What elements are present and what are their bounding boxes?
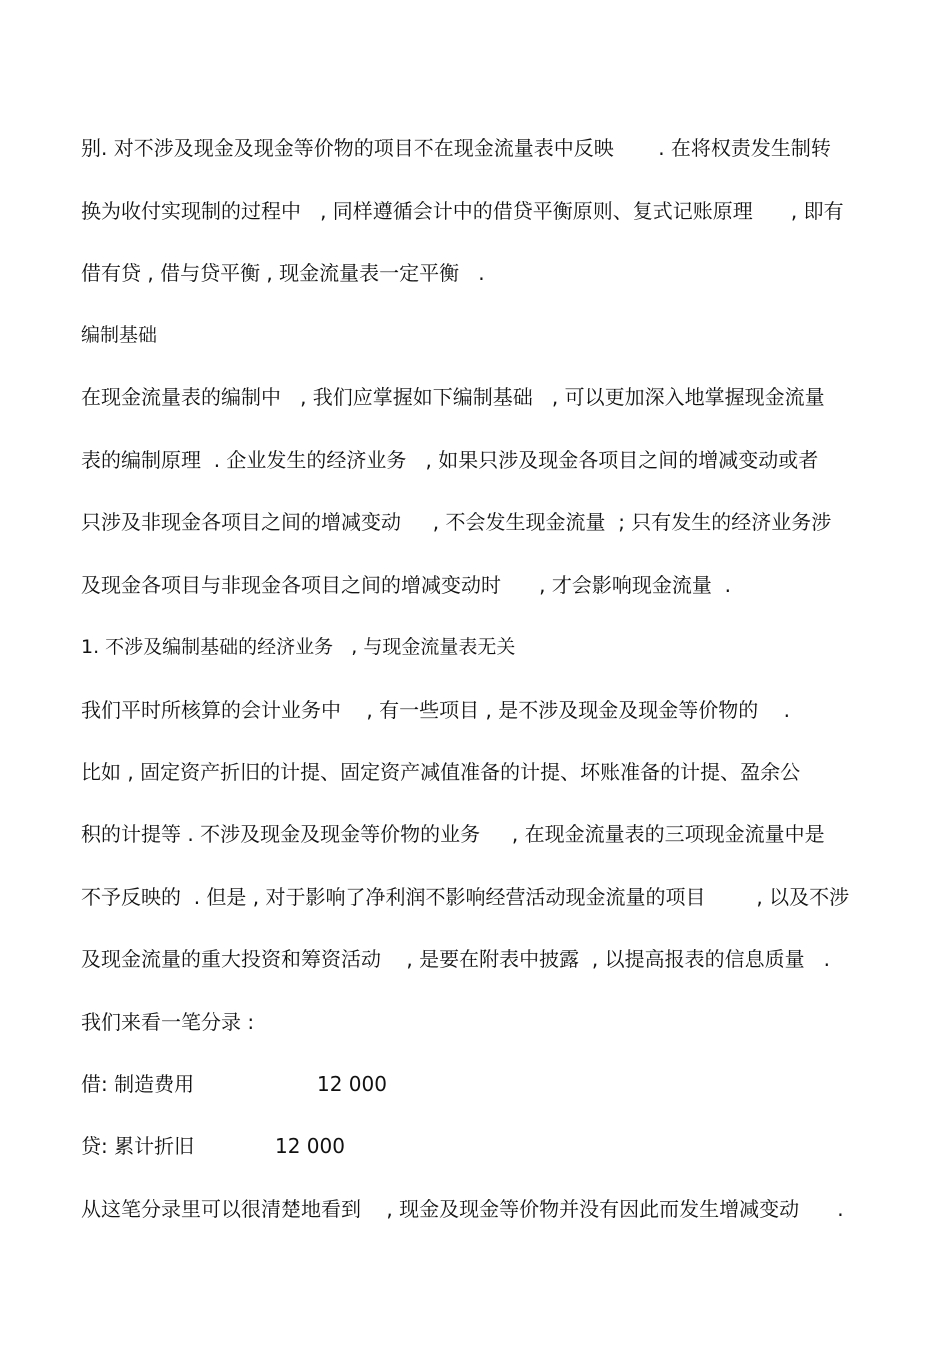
section-heading: 编制基础 xyxy=(81,324,158,346)
paragraph-line: 及现金流量的重大投资和筹资活动 , 是要在附表中披露 , 以提高报表的信息质量 . xyxy=(81,947,831,971)
credit-entry-amount: 12 000 xyxy=(275,1134,345,1158)
paragraph-line: 只涉及非现金各项目之间的增减变动 , 不会发生现金流量 ; 只有发生的经济业务涉 xyxy=(81,510,832,534)
paragraph-line: 不予反映的 . 但是 , 对于影响了净利润不影响经营活动现金流量的项目 , 以及不涉 xyxy=(81,885,850,909)
paragraph-line: 换为收付实现制的过程中 , 同样遵循会计中的借贷平衡原则、复式记账原理 , 即有 xyxy=(81,199,844,223)
subsection-heading: 1. 不涉及编制基础的经济业务 , 与现金流量表无关 xyxy=(81,636,516,658)
paragraph-line: 借有贷 , 借与贷平衡 , 现金流量表一定平衡 . xyxy=(81,261,485,285)
paragraph-line: 我们来看一笔分录 : xyxy=(81,1010,255,1034)
debit-entry-amount: 12 000 xyxy=(317,1072,387,1096)
credit-entry-label: 贷: 累计折旧 xyxy=(81,1134,195,1158)
paragraph-line: 别. 对不涉及现金及现金等价物的项目不在现金流量表中反映 . 在将权责发生制转 xyxy=(81,136,831,160)
paragraph-line: 比如 , 固定资产折旧的计提、固定资产减值准备的计提、坏账准备的计提、盈余公 xyxy=(81,760,801,784)
paragraph-line: 在现金流量表的编制中 , 我们应掌握如下编制基础 , 可以更加深入地掌握现金流量 xyxy=(81,385,825,409)
paragraph-line: 我们平时所核算的会计业务中 , 有一些项目 , 是不涉及现金及现金等价物的 . xyxy=(81,698,791,722)
closing-line: 从这笔分录里可以很清楚地看到 , 现金及现金等价物并没有因此而发生增减变动 . xyxy=(81,1197,844,1221)
paragraph-line: 表的编制原理 . 企业发生的经济业务 , 如果只涉及现金各项目之间的增减变动或者 xyxy=(81,448,819,472)
debit-entry-label: 借: 制造费用 xyxy=(81,1072,195,1096)
paragraph-line: 积的计提等 . 不涉及现金及现金等价物的业务 , 在现金流量表的三项现金流量中是 xyxy=(81,822,825,846)
paragraph-line: 及现金各项目与非现金各项目之间的增减变动时 , 才会影响现金流量 . xyxy=(81,573,731,597)
